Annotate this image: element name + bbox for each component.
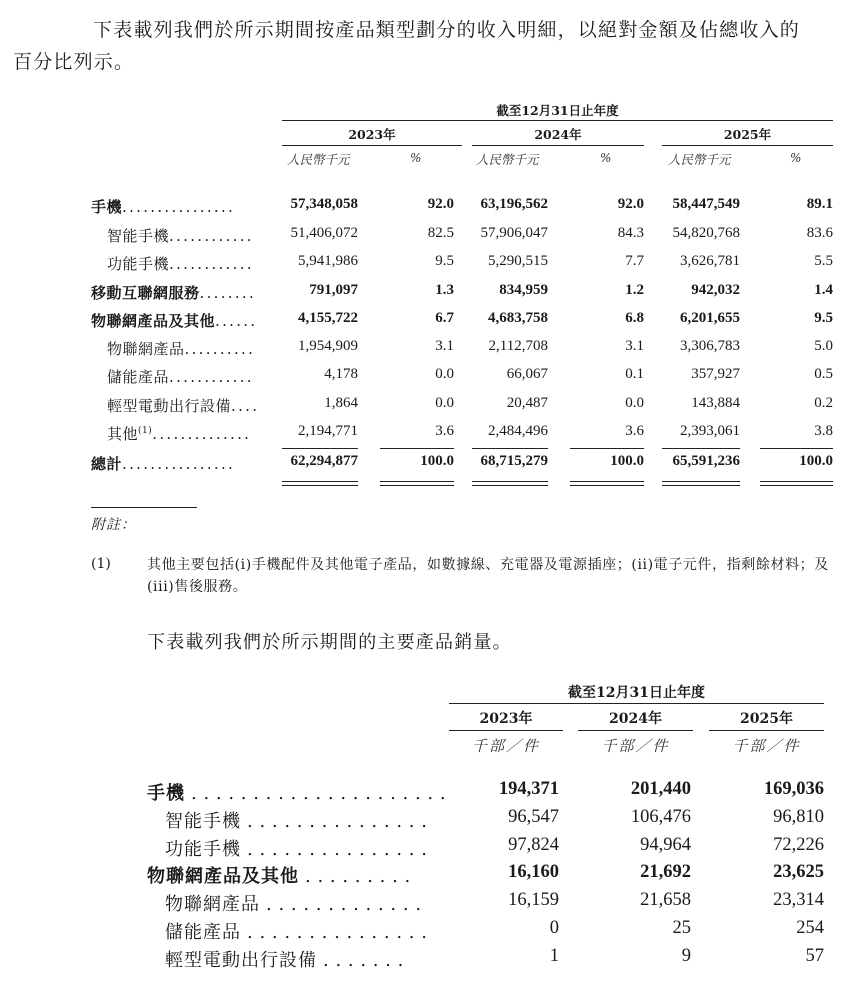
volume-value-cell: 21,658: [640, 890, 691, 910]
revenue-period-header: 截至12月31日止年度: [496, 103, 619, 118]
total-double-rule-1: [282, 481, 358, 486]
revenue-row-label: [107, 395, 259, 416]
revenue-amount-cell: 51,406,072: [290, 225, 358, 241]
volume-row: [0, 890, 864, 920]
revenue-amount-cell: 834,959: [499, 282, 548, 298]
revenue-year-2024: 2024年: [534, 127, 582, 142]
volume-row: [0, 779, 864, 809]
volume-value-cell: 194,371: [498, 779, 559, 799]
revenue-amount-cell: 63,196,562: [480, 196, 548, 212]
note-1-text: 其他主要包括(i)手機配件及其他電子產品，如數據線、充電器及電源插座；(ii)電子元件，指剩餘材料；及(iii)售後服務。: [147, 557, 829, 595]
leader-dots: ............: [169, 368, 254, 386]
volume-year-2025: 2025年: [740, 711, 793, 727]
revenue-percent-cell: 0.0: [435, 366, 454, 382]
revenue-amount-cell: 68,715,279: [480, 453, 548, 469]
volume-year-rule-2023: [449, 730, 563, 731]
revenue-amount-cell: 57,906,047: [480, 225, 548, 241]
revenue-row: [0, 395, 864, 423]
row-label-text: 輕型電動出行設備: [107, 397, 232, 415]
total-rule-top-4: [570, 448, 644, 449]
volume-value-cell: 96,547: [508, 807, 559, 827]
leader-dots: ........: [199, 284, 257, 302]
leader-dots: ..........: [184, 340, 256, 358]
leader-dots: . . . . . . . . . . . . . . .: [247, 922, 428, 943]
revenue-percent-cell: 0.0: [625, 395, 644, 411]
revenue-amount-cell: 62,294,877: [290, 453, 358, 469]
volume-row-label: [147, 779, 446, 805]
intro-line-2: 百分比列示。: [13, 51, 135, 73]
volume-value-cell: 16,160: [508, 862, 559, 882]
revenue-row: [0, 423, 864, 451]
revenue-percent-cell: 3.6: [435, 423, 454, 439]
revenue-percent-cell: 0.2: [814, 395, 833, 411]
revenue-amount-cell: 5,290,515: [488, 253, 548, 269]
revenue-percent-cell: 3.8: [814, 423, 833, 439]
revenue-amount-cell: 942,032: [691, 282, 740, 298]
row-label-text: 功能手機: [107, 255, 170, 273]
revenue-unit-2025: 人民幣千元: [668, 152, 731, 167]
total-double-rule-6: [760, 481, 833, 486]
revenue-percent-cell: 0.1: [625, 366, 644, 382]
revenue-percent-cell: 9.5: [435, 253, 454, 269]
volume-value-cell: 72,226: [773, 835, 824, 855]
revenue-amount-cell: 4,683,758: [488, 310, 548, 326]
revenue-percent-cell: 5.0: [814, 338, 833, 354]
volume-row-label: [147, 862, 411, 888]
row-label-text: 移動互聯網服務: [91, 284, 200, 302]
volume-value-cell: 96,810: [773, 807, 824, 827]
volume-value-cell: 23,625: [773, 862, 824, 882]
leader-dots: . . . . . . . . .: [305, 866, 411, 887]
volume-value-cell: 57: [805, 946, 824, 966]
row-label-text: 總計: [91, 455, 123, 473]
row-label-text: 物聯網產品: [107, 340, 185, 358]
volume-value-cell: 254: [796, 918, 824, 938]
revenue-row: [0, 338, 864, 366]
revenue-percent-cell: 1.3: [435, 282, 454, 298]
revenue-amount-cell: 58,447,549: [672, 196, 740, 212]
leader-dots: ................: [122, 198, 236, 216]
revenue-amount-cell: 57,348,058: [290, 196, 358, 212]
revenue-amount-cell: 2,393,061: [680, 423, 740, 439]
volume-value-cell: 21,692: [640, 862, 691, 882]
revenue-percent-cell: 6.7: [435, 310, 454, 326]
revenue-row-label: [91, 453, 235, 474]
revenue-percent-cell: 3.6: [625, 423, 644, 439]
row-label-text: 功能手機: [165, 839, 241, 860]
note-1-number: (1): [91, 556, 111, 572]
volume-value-cell: 97,824: [508, 835, 559, 855]
revenue-row: [0, 282, 864, 310]
revenue-amount-cell: 66,067: [506, 366, 548, 382]
revenue-percent-cell: 7.7: [625, 253, 644, 269]
total-double-rule-2: [380, 481, 454, 486]
volume-value-cell: 94,964: [640, 835, 691, 855]
volume-row-label: [165, 807, 427, 833]
volume-year-rule-2025: [709, 730, 824, 731]
revenue-year-rule-2025: [662, 145, 833, 146]
revenue-percent-cell: 84.3: [617, 225, 644, 241]
revenue-percent-cell: 100.0: [799, 453, 833, 469]
revenue-percent-cell: 92.0: [617, 196, 644, 212]
row-label-text: 輕型電動出行設備: [165, 950, 317, 971]
total-rule-top-1: [282, 448, 358, 449]
volume-value-cell: 1: [549, 946, 559, 966]
revenue-percent-cell: 82.5: [427, 225, 454, 241]
volume-row: [0, 946, 864, 976]
revenue-row-label: [107, 366, 254, 387]
revenue-amount-cell: 143,884: [691, 395, 740, 411]
revenue-amount-cell: 3,306,783: [680, 338, 740, 354]
notes-rule: [91, 507, 197, 508]
revenue-amount-cell: 65,591,236: [672, 453, 740, 469]
revenue-amount-cell: 2,194,771: [298, 423, 358, 439]
leader-dots: . . . . . . .: [323, 950, 404, 971]
total-rule-top-2: [380, 448, 454, 449]
revenue-percent-cell: 100.0: [610, 453, 644, 469]
leader-dots: ............: [169, 255, 254, 273]
revenue-amount-cell: 2,484,496: [488, 423, 548, 439]
volume-period-header: 截至12月31日止年度: [568, 685, 705, 701]
revenue-amount-cell: 3,626,781: [680, 253, 740, 269]
volume-row: [0, 918, 864, 948]
revenue-percent-cell: 3.1: [625, 338, 644, 354]
revenue-unit-2023: 人民幣千元: [287, 152, 350, 167]
total-rule-top-3: [472, 448, 548, 449]
revenue-row: [0, 453, 864, 481]
revenue-percent-cell: 5.5: [814, 253, 833, 269]
notes-heading: 附註：: [91, 517, 136, 533]
revenue-percent-cell: 1.4: [814, 282, 833, 298]
revenue-unit-2024: 人民幣千元: [476, 152, 539, 167]
leader-dots: ..............: [152, 425, 252, 443]
volume-row-label: [165, 890, 422, 916]
row-label-text: 其他: [107, 425, 139, 443]
volume-unit-2023: 千部／件: [471, 737, 540, 755]
row-label-text: 儲能產品: [107, 368, 170, 386]
revenue-percent-cell: 9.5: [814, 310, 833, 326]
volume-year-rule-2024: [578, 730, 693, 731]
revenue-amount-cell: 5,941,986: [298, 253, 358, 269]
leader-dots: . . . . . . . . . . . . . . . . . . . . .: [191, 783, 447, 804]
volume-row: [0, 862, 864, 892]
volume-value-cell: 25: [672, 918, 691, 938]
total-rule-top-5: [662, 448, 740, 449]
total-double-rule-4: [570, 481, 644, 486]
revenue-row: [0, 253, 864, 281]
revenue-percent-cell: 92.0: [427, 196, 454, 212]
intro-paragraph-2: 下表載列我們於所示期間的主要產品銷量。: [147, 632, 512, 653]
intro-paragraph: [13, 14, 853, 78]
revenue-percent-cell: 3.1: [435, 338, 454, 354]
revenue-year-rule-2023: [282, 145, 462, 146]
revenue-header-rule: [282, 120, 833, 121]
revenue-year-rule-2024: [472, 145, 644, 146]
revenue-row-label: [91, 282, 256, 303]
row-label-text: 智能手機: [165, 811, 241, 832]
revenue-row-label: [91, 196, 235, 217]
leader-dots: . . . . . . . . . . . . .: [266, 894, 422, 915]
volume-row: [0, 807, 864, 837]
row-label-text: 儲能產品: [165, 922, 241, 943]
leader-dots: . . . . . . . . . . . . . . .: [247, 839, 428, 860]
revenue-amount-cell: 2,112,708: [488, 338, 548, 354]
revenue-amount-cell: 6,201,655: [680, 310, 740, 326]
revenue-amount-cell: 4,178: [324, 366, 358, 382]
total-double-rule-3: [472, 481, 548, 486]
total-rule-top-6: [760, 448, 833, 449]
revenue-amount-cell: 4,155,722: [298, 310, 358, 326]
volume-value-cell: 201,440: [630, 779, 691, 799]
revenue-pct-2024: %: [600, 151, 612, 165]
volume-unit-2025: 千部／件: [732, 737, 801, 755]
volume-row-label: [165, 946, 404, 972]
revenue-amount-cell: 357,927: [691, 366, 740, 382]
revenue-percent-cell: 89.1: [806, 196, 833, 212]
revenue-amount-cell: 54,820,768: [672, 225, 740, 241]
volume-value-cell: 16,159: [508, 890, 559, 910]
volume-year-2024: 2024年: [609, 711, 662, 727]
revenue-percent-cell: 0.0: [435, 395, 454, 411]
leader-dots: ................: [122, 455, 236, 473]
revenue-percent-cell: 6.8: [625, 310, 644, 326]
volume-header-rule: [449, 703, 824, 704]
footnote-marker: (1): [138, 426, 153, 436]
revenue-pct-2025: %: [790, 151, 802, 165]
row-label-text: 智能手機: [107, 227, 170, 245]
revenue-percent-cell: 1.2: [625, 282, 644, 298]
volume-value-cell: 0: [549, 918, 559, 938]
volume-value-cell: 23,314: [773, 890, 824, 910]
row-label-text: 手機: [147, 783, 185, 804]
revenue-year-2025: 2025年: [723, 127, 772, 142]
leader-dots: ....: [231, 397, 260, 415]
revenue-percent-cell: 100.0: [420, 453, 454, 469]
row-label-text: 物聯網產品及其他: [91, 312, 216, 330]
revenue-amount-cell: 1,954,909: [298, 338, 358, 354]
revenue-row-label: [107, 338, 255, 359]
leader-dots: . . . . . . . . . . . . . . .: [247, 811, 428, 832]
revenue-amount-cell: 791,097: [309, 282, 358, 298]
row-label-text: 物聯網產品及其他: [147, 866, 299, 887]
intro-line-1: 下表載列我們於所示期間按產品類型劃分的收入明細，以絕對金額及佔總收入的: [93, 19, 801, 41]
revenue-percent-cell: 83.6: [806, 225, 833, 241]
volume-value-cell: 106,476: [630, 807, 691, 827]
revenue-row: [0, 310, 864, 338]
leader-dots: ......: [215, 312, 258, 330]
revenue-row-label: [107, 225, 254, 246]
revenue-pct-2023: %: [410, 151, 422, 165]
revenue-row-label: [91, 310, 257, 331]
revenue-amount-cell: 20,487: [506, 395, 548, 411]
volume-year-2023: 2023年: [479, 711, 533, 727]
revenue-row-label: [107, 423, 251, 444]
leader-dots: ............: [169, 227, 254, 245]
volume-unit-2024: 千部／件: [601, 737, 670, 755]
revenue-amount-cell: 1,864: [324, 395, 358, 411]
revenue-row-label: [107, 253, 254, 274]
row-label-text: 手機: [91, 198, 123, 216]
volume-row-label: [165, 918, 427, 944]
volume-row: [0, 835, 864, 865]
row-label-text: 物聯網產品: [165, 894, 260, 915]
total-double-rule-5: [662, 481, 740, 486]
revenue-row: [0, 366, 864, 394]
volume-value-cell: 169,036: [763, 779, 824, 799]
revenue-percent-cell: 0.5: [814, 366, 833, 382]
revenue-row: [0, 225, 864, 253]
volume-value-cell: 9: [681, 946, 691, 966]
volume-row-label: [165, 835, 427, 861]
revenue-row: [0, 196, 864, 224]
revenue-year-2023: 2023年: [348, 127, 396, 142]
